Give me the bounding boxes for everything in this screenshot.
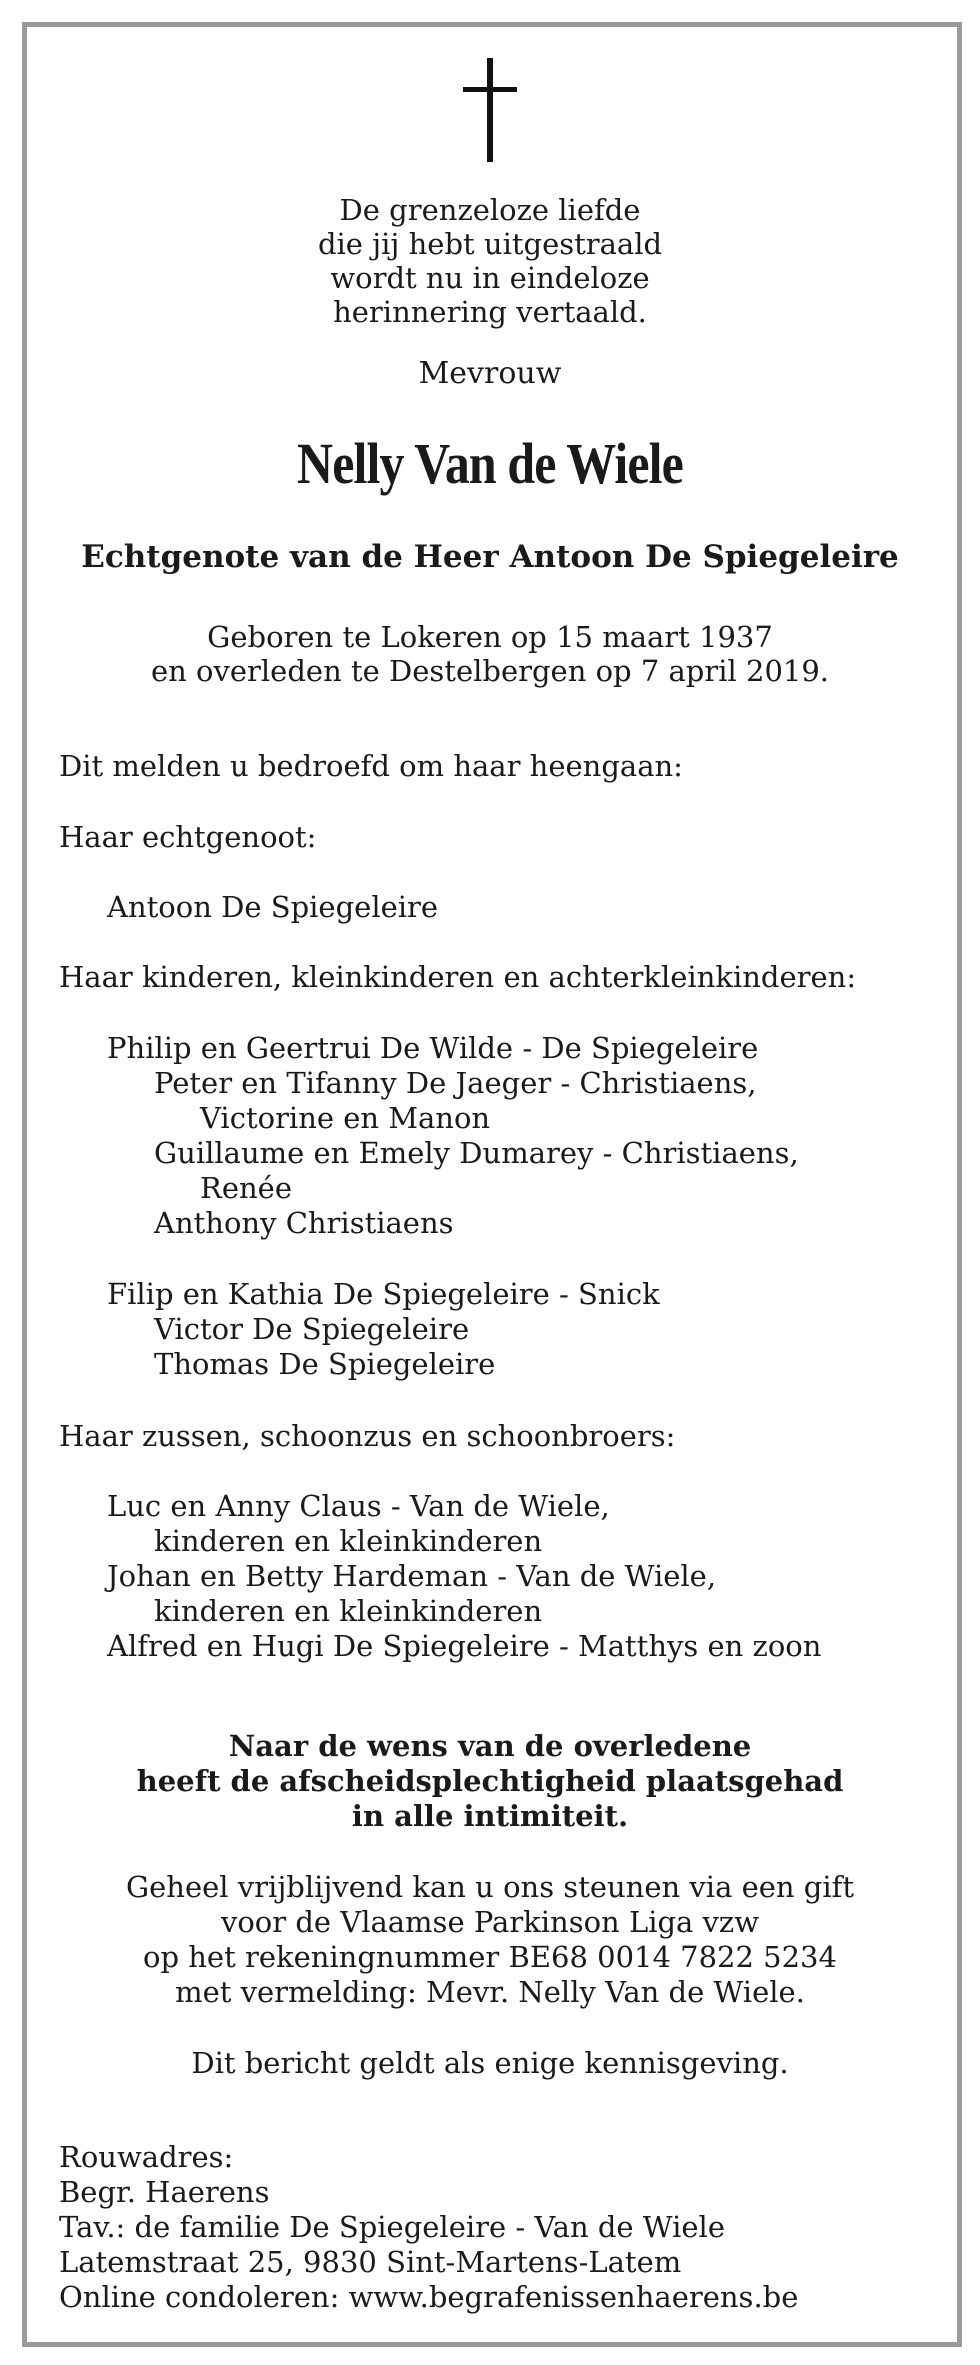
donation-line: op het rekeningnummer BE68 0014 7822 5234	[143, 1940, 837, 1974]
cross-icon	[0, 58, 980, 162]
family-line: Alfred en Hugi De Spiegeleire - Matthys en zoon	[107, 1629, 822, 1663]
birth-line: Geboren te Lokeren op 15 maart 1937	[207, 620, 773, 654]
announcement: Dit melden u bedroefd om haar heengaan:	[59, 749, 683, 783]
notice-line: Dit bericht geldt als enige kennisgeving.	[191, 2046, 789, 2080]
family-line: Thomas De Spiegeleire	[154, 1347, 496, 1381]
family-line: kinderen en kleinkinderen	[154, 1594, 543, 1628]
intimacy-notice-line: Naar de wens van de overledene	[228, 1729, 752, 1763]
address-line: Tav.: de familie De Spiegeleire - Van de Wiele	[59, 2210, 725, 2244]
address-line: Begr. Haerens	[59, 2175, 270, 2209]
family-line: Johan en Betty Hardeman - Van de Wiele,	[107, 1559, 717, 1593]
family-line: Victor De Spiegeleire	[154, 1312, 470, 1346]
husband-name: Antoon De Spiegeleire	[107, 890, 439, 924]
poem-line: herinnering vertaald.	[333, 295, 647, 329]
intimacy-notice-line: heeft de afscheidsplechtigheid plaatsgehad	[136, 1764, 844, 1798]
family-line: Philip en Geertrui De Wilde - De Spiegeleire	[107, 1031, 759, 1065]
donation-line: met vermelding: Mevr. Nelly Van de Wiele.	[175, 1975, 805, 2009]
death-line: en overleden te Destelbergen op 7 april 2019.	[150, 654, 830, 688]
address-line: Rouwadres:	[59, 2140, 234, 2174]
family-line: Guillaume en Emely Dumarey - Christiaens,	[154, 1136, 799, 1170]
siblings-heading: Haar zussen, schoonzus en schoonbroers:	[59, 1419, 676, 1453]
family-line: Peter en Tifanny De Jaeger - Christiaens,	[154, 1066, 757, 1100]
donation-line: Geheel vrijblijvend kan u ons steunen via een gift	[125, 1870, 855, 1904]
donation-line: voor de Vlaamse Parkinson Liga vzw	[220, 1905, 760, 1939]
family-line: Anthony Christiaens	[154, 1206, 454, 1240]
husband-heading: Haar echtgenoot:	[59, 820, 317, 854]
poem-line: die jij hebt uitgestraald	[317, 227, 663, 261]
spouse-line: Echtgenote van de Heer Antoon De Spiegeleire	[81, 539, 899, 575]
family-line: Victorine en Manon	[200, 1101, 491, 1135]
address-line: Latemstraat 25, 9830 Sint-Martens-Latem	[59, 2245, 682, 2279]
salutation: Mevrouw	[418, 356, 562, 391]
family-line: Renée	[200, 1171, 292, 1205]
family-line: Filip en Kathia De Spiegeleire - Snick	[107, 1277, 660, 1311]
family-line: Luc en Anny Claus - Van de Wiele,	[107, 1489, 610, 1523]
children-heading: Haar kinderen, kleinkinderen en achterkleinkinderen:	[59, 960, 857, 994]
intimacy-notice-line: in alle intimiteit.	[351, 1799, 629, 1833]
family-line: kinderen en kleinkinderen	[154, 1524, 543, 1558]
poem-line: wordt nu in eindeloze	[330, 261, 650, 295]
deceased-name: Nelly Van de Wiele	[297, 431, 683, 496]
poem-line: De grenzeloze liefde	[339, 193, 641, 227]
condolence-link[interactable]: Online condoleren: www.begrafenissenhaerens.be	[59, 2280, 799, 2314]
